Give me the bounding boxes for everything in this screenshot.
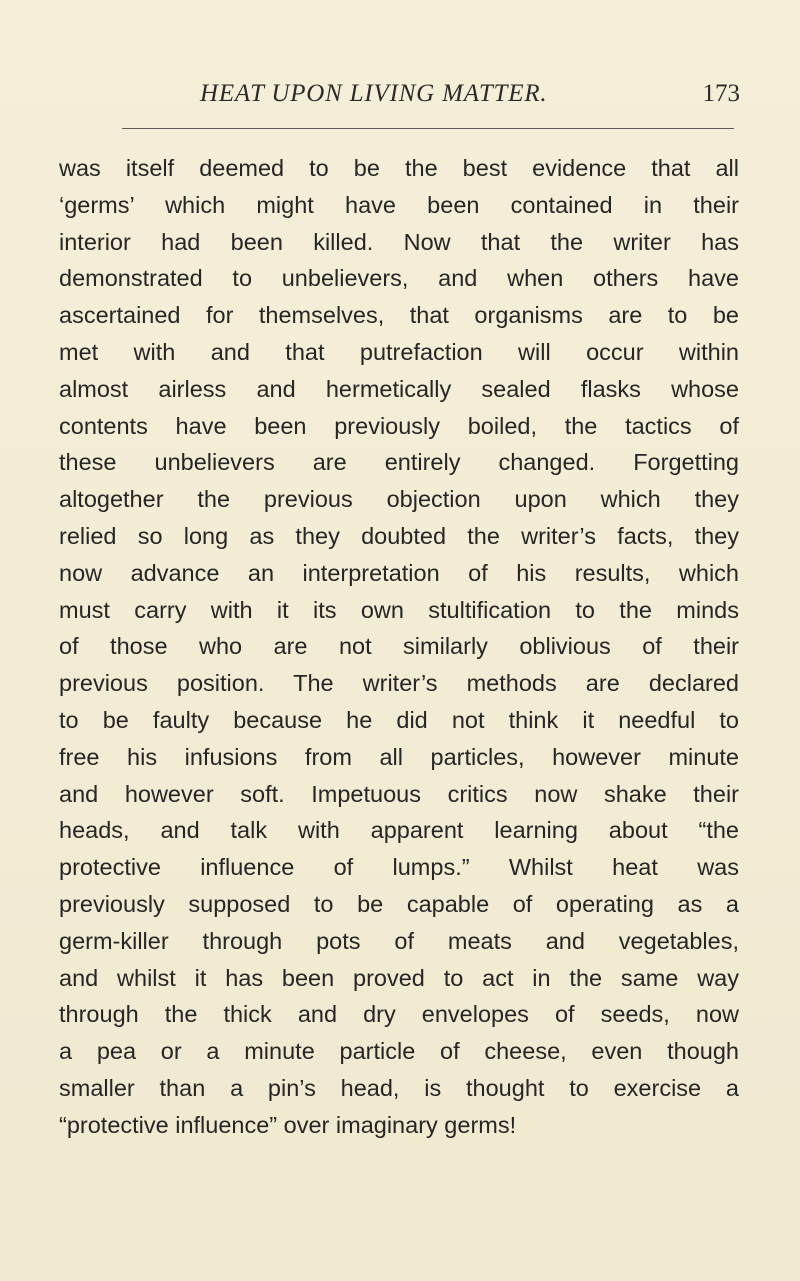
text-line: previous position. The writer’s methods are declared — [59, 670, 739, 697]
text-line: relied so long as they doubted the writer’s facts, they — [59, 522, 739, 549]
running-title: HEAT UPON LIVING MATTER. — [200, 80, 548, 107]
text-line: now advance an interpretation of his results, which — [59, 559, 739, 586]
text-line: ‘germs’ which might have been contained in their — [59, 191, 739, 218]
text-line: was itself deemed to be the best evidence that all — [59, 155, 739, 181]
page-number: 173 — [702, 80, 740, 107]
text-line: almost airless and hermetically sealed flasks whose — [59, 375, 739, 402]
body-paragraph — [59, 150, 739, 1144]
text-line: smaller than a pin’s head, is thought to exercise a — [59, 1074, 739, 1101]
text-line: heads, and talk with apparent learning about “the — [59, 817, 739, 844]
text-line: previously supposed to be capable of operating as a — [59, 890, 739, 917]
running-head — [60, 80, 740, 120]
text-line: a pea or a minute particle of cheese, even though — [59, 1038, 739, 1065]
text-line: and however soft. Impetuous critics now shake their — [59, 780, 739, 807]
text-line: demonstrated to unbelievers, and when others have — [59, 265, 739, 292]
text-line: protective influence of lumps.” Whilst heat was — [59, 854, 739, 881]
text-line: to be faulty because he did not think it needful to — [59, 706, 739, 733]
text-line: interior had been killed. Now that the writer has — [59, 228, 739, 255]
text-line: free his infusions from all particles, however minute — [59, 743, 739, 770]
text-line: and whilst it has been proved to act in the same way — [59, 964, 739, 991]
text-line: these unbelievers are entirely changed. Forgetting — [59, 449, 739, 476]
text-line: germ-killer through pots of meats and vegetables, — [59, 927, 739, 954]
text-line: ascertained for themselves, that organisms are to be — [59, 302, 739, 329]
text-line: of those who are not similarly oblivious of their — [59, 633, 739, 660]
text-line: “protective influence” over imaginary germs! — [59, 1111, 517, 1138]
text-line: through the thick and dry envelopes of seeds, now — [59, 1001, 739, 1028]
header-rule — [122, 128, 734, 129]
text-line: contents have been previously boiled, the tactics of — [59, 412, 739, 439]
text-line: must carry with it its own stultification to the minds — [59, 596, 739, 623]
text-line: met with and that putrefaction will occur within — [59, 338, 739, 365]
text-line: altogether the previous objection upon which they — [59, 486, 739, 513]
